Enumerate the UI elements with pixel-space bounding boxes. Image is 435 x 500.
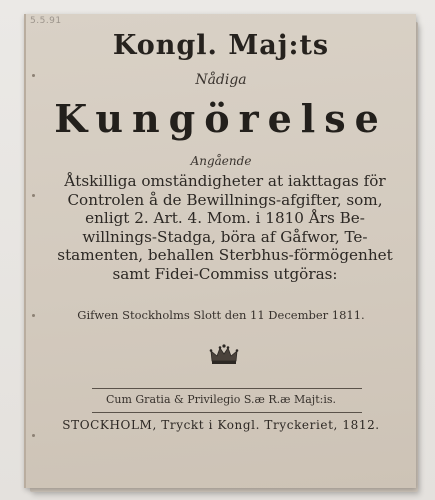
text-line: stamenten, behallen Sterbhus-förmögenhet — [57, 246, 393, 265]
printer-imprint: STOCKHOLM, Tryckt i Kongl. Tryckeriet, 1812. — [62, 418, 380, 432]
title-line-2: Nådiga — [195, 72, 247, 88]
binding-hole — [32, 194, 35, 197]
title-line-1: Kongl. Maj:ts — [112, 30, 330, 61]
privilege-line: Cum Gratia & Privilegio S.æ R.æ Majt:is. — [105, 393, 337, 406]
crown-icon — [209, 344, 239, 366]
binding-hole — [32, 434, 35, 437]
title-main: Kungörelse — [54, 96, 388, 141]
proclamation-text — [56, 172, 394, 284]
text-line: Åtskilliga omständigheter at iakttagas för — [64, 172, 386, 190]
corner-pencil-note: 5.5.91 — [30, 16, 62, 26]
given-at-line: Gifwen Stockholms Slott den 11 December 1811. — [77, 308, 365, 322]
text-line: Controlen å de Bewillnings-afgifter, som, — [67, 190, 383, 209]
text-line: samt Fidei-Commiss utgöras: — [112, 264, 338, 283]
text-line: willnings-Stadga, böra af Gåfwor, Te- — [82, 227, 368, 246]
top-rule — [92, 388, 362, 389]
document-page — [24, 14, 416, 488]
title-line-4: Angående — [190, 154, 252, 168]
text-line: enligt 2. Art. 4. Mom. i 1810 Års Be- — [85, 209, 365, 228]
middle-rule — [92, 412, 362, 413]
